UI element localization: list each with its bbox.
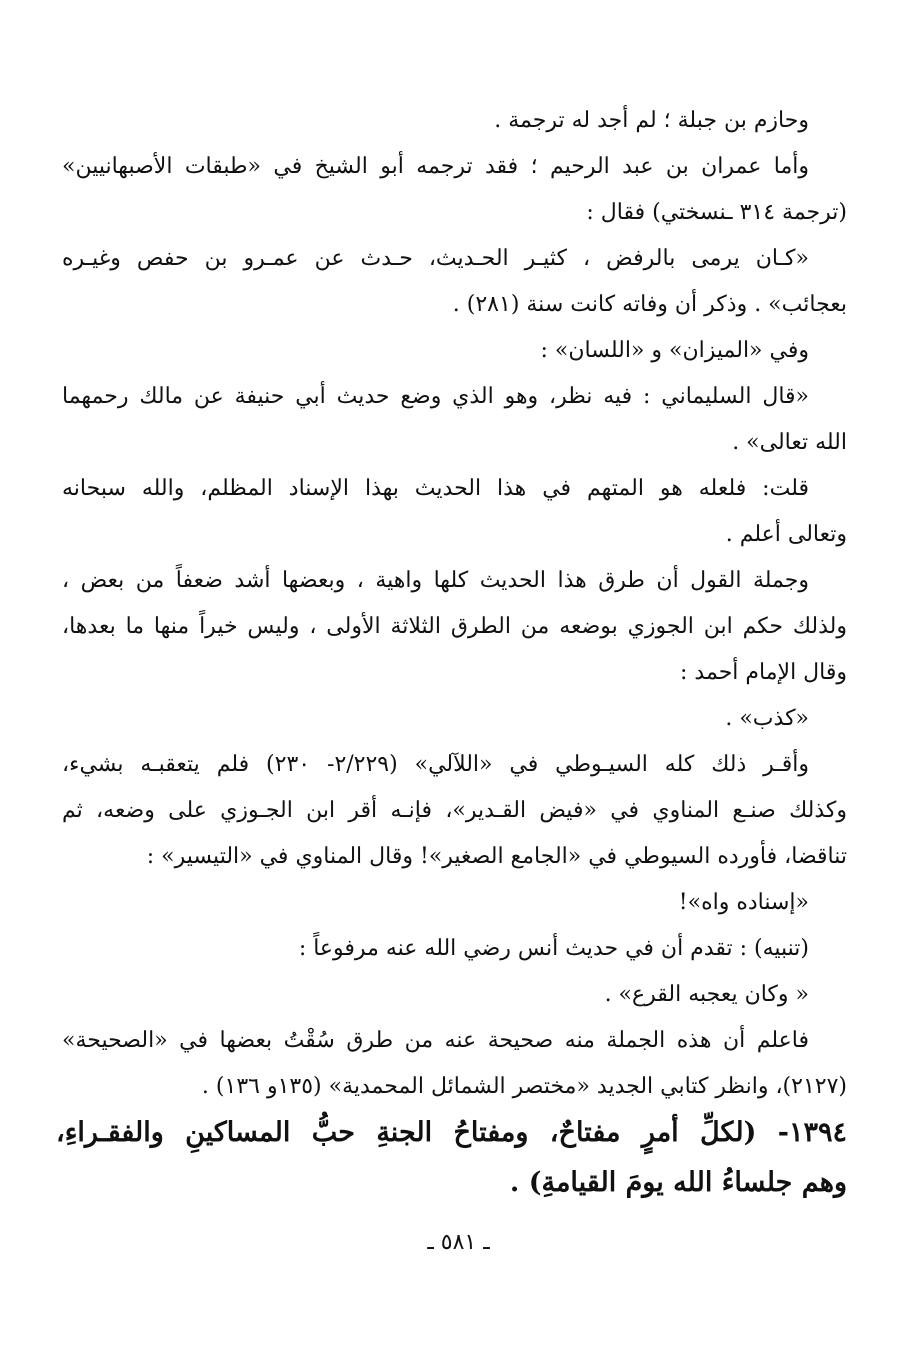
text-line: (٢١٢٧)، وانظر كتابي الجديد «مختصر الشمائل المحمدية» (١٣٥و ١٣٦) . [201,1074,847,1099]
hadith-line: وهم جلساءُ الله يومَ القيامةِ) . [509,1167,847,1198]
text-line: وجملة القول أن طرق هذا الحديث كلها واهية ، وبعضها أشد ضعفاً من بعض ، [62,568,809,593]
text-line: ولذلك حكم ابن الجوزي بوضعه من الطرق الثلاثة الأولى ، وليس خيراً منها ما بعدها، [62,614,847,639]
hadith-line: ١٣٩٤- (لكلِّ أمرٍ مفتاحٌ، ومفتاحُ الجنةِ حبُّ المساكينِ والفقـراءِ، [56,1117,847,1148]
text-line: وأقـر ذلك كله السيـوطي في «اللآلي» (٢/٢٢٩- ٢٣٠) فلم يتعقبـه بشيء، [62,752,810,777]
text-line: وفي «الميزان» و «اللسان» : [540,338,809,363]
text-line: «قال السليماني : فيه نظر، وهو الذي وضع حديث أبي حنيفة عن مالك رحمهما [62,384,809,409]
text-line: الله تعالى» . [732,430,847,455]
body-text [62,98,847,1110]
text-line: (تنبيه) : تقدم أن في حديث أنس رضي الله عنه مرفوعاً : [298,936,809,961]
text-line: «كـان يرمى بالرفض ، كثيـر الحـديث، حـدث عن عمـرو بن حفص وغيـره [62,246,809,271]
text-line: وكذلك صنـع المناوي في «فيض القـدير»، فإنـه أقر ابن الجـوزي على وضعه، ثم [62,798,847,823]
text-line: قلت: فلعله هو المتهم في هذا الحديث بهذا الإسناد المظلم، والله سبحانه [62,476,809,501]
text-line: «إسناده واه»! [678,890,809,915]
text-line: « وكان يعجبه القرع» . [604,982,809,1007]
page-number: ـ ٥٨١ ـ [427,1230,490,1255]
text-line: بعجائب» . وذكر أن وفاته كانت سنة (٢٨١) . [452,292,847,317]
text-line: (ترجمة ٣١٤ ـنسختي) فقال : [586,200,847,225]
text-line: فاعلم أن هذه الجملة منه صحيحة عنه من طرق سُقْتُ بعضها في «الصحيحة» [62,1028,809,1053]
hadith-heading [56,1108,847,1208]
text-line: «كذب» . [725,706,809,731]
text-line: وأما عمران بن عبد الرحيم ؛ فقد ترجمه أبو الشيخ في «طبقات الأصبهانيين» [62,154,809,179]
text-line: وحازم بن جبلة ؛ لم أجد له ترجمة . [494,108,809,133]
text-line: وقال الإمام أحمد : [680,660,847,685]
text-line: تناقضا، فأورده السيوطي في «الجامع الصغير»! وقال المناوي في «التيسير» : [146,844,847,869]
text-line: وتعالى أعلم . [725,522,847,547]
